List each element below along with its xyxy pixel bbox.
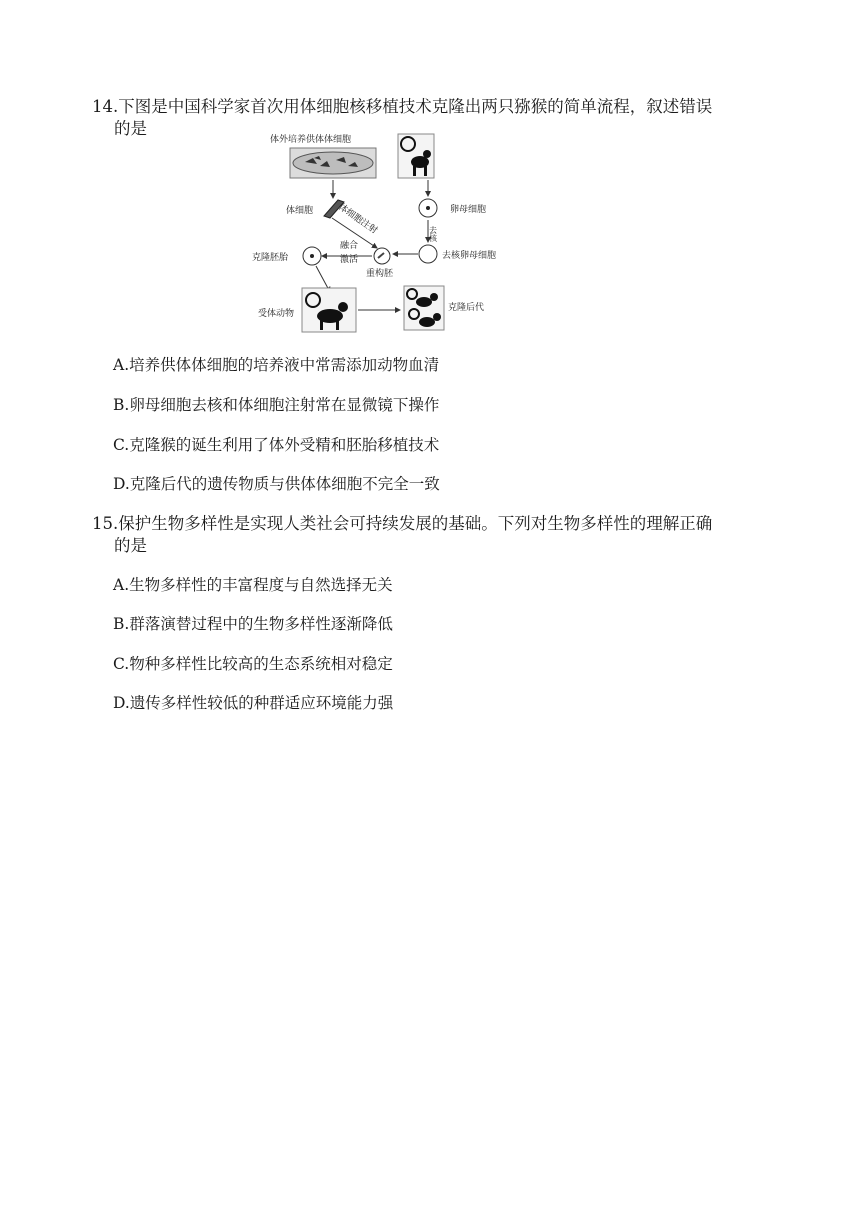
- label-fusion: 融合: [340, 241, 359, 251]
- label-enucleated: 去核卵母细胞: [442, 251, 497, 261]
- q15-option-a: A.生物多样性的丰富程度与自然选择无关: [113, 576, 393, 594]
- offspring-monkeys-icon: [404, 286, 444, 330]
- q14-option-c: C.克隆猴的诞生利用了体外受精和胚胎移植技术: [113, 436, 440, 454]
- q15-option-b: B.群落演替过程中的生物多样性逐渐降低: [113, 615, 393, 633]
- culture-dish-image: [290, 148, 376, 178]
- q14-option-a: A.培养供体体细胞的培养液中常需添加动物血清: [113, 356, 440, 374]
- question-stem-line1: 下图是中国科学家首次用体细胞核移植技术克隆出两只猕猴的简单流程，叙述错误: [118, 97, 713, 116]
- label-offspring: 克隆后代: [448, 303, 485, 313]
- cloning-flow-diagram: [250, 130, 510, 335]
- recipient-monkey-icon: [302, 288, 356, 332]
- question-stem-line2: 的是: [114, 119, 147, 138]
- label-clone-embryo: 克隆胚胎: [252, 253, 289, 263]
- monkey-icon: [398, 134, 434, 178]
- enucleated-oocyte-icon: [419, 245, 437, 263]
- label-injection: 体细胞注射: [336, 202, 379, 237]
- question-15-stem: [92, 513, 772, 557]
- label-recipient: 受体动物: [258, 309, 295, 319]
- label-somatic: 体细胞: [286, 206, 314, 216]
- q14-option-d: D.克隆后代的遗传物质与供体体细胞不完全一致: [113, 475, 440, 493]
- label-oocyte: 卵母细胞: [450, 205, 487, 215]
- reconstructed-embryo-icon: [374, 248, 390, 264]
- question-number: 15.: [92, 514, 119, 533]
- label-remove: 去核: [428, 226, 438, 242]
- label-reconstructed: 重构胚: [366, 269, 394, 279]
- question-stem-line1: 保护生物多样性是实现人类社会可持续发展的基础。下列对生物多样性的理解正确: [118, 514, 713, 533]
- q15-option-d: D.遗传多样性较低的种群适应环境能力强: [113, 694, 394, 712]
- q14-option-b: B.卵母细胞去核和体细胞注射常在显微镜下操作: [113, 396, 440, 414]
- label-activate: 激活: [340, 255, 359, 265]
- q15-option-c: C.物种多样性比较高的生态系统相对稳定: [113, 655, 393, 673]
- question-stem-line2: 的是: [114, 536, 147, 555]
- label-culture: 体外培养供体体细胞: [270, 135, 352, 145]
- question-number: 14.: [92, 97, 119, 116]
